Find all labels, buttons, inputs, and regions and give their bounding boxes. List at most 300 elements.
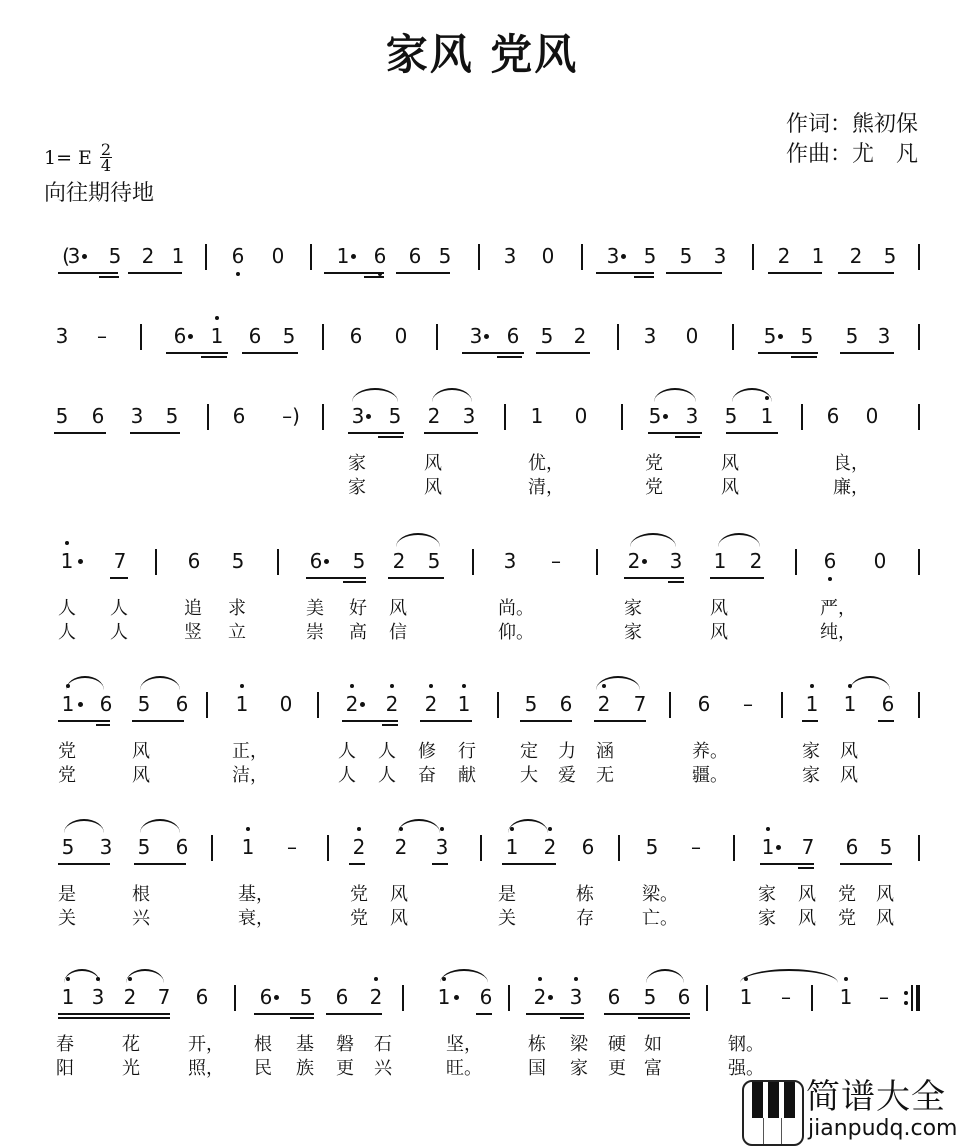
sixteenth-beam — [382, 724, 398, 726]
note: 7 — [113, 549, 127, 573]
augmentation-dot — [642, 559, 647, 564]
lyric-verse-2: 阳 — [56, 1058, 74, 1079]
note: 6 — [581, 835, 595, 859]
eighth-beam — [110, 577, 128, 579]
lyric-verse-1: 良， — [833, 453, 869, 474]
lyric-verse-2: 党 — [645, 477, 663, 498]
augmentation-dot — [274, 995, 279, 1000]
note: 2 — [391, 833, 411, 861]
augmentation-dot — [366, 414, 371, 419]
lyric-verse-1: 定 — [520, 741, 538, 762]
note: – — [691, 835, 701, 859]
note: 3 — [469, 324, 483, 348]
note: 5 — [645, 835, 659, 859]
lyric-verse-1: 风 — [389, 598, 407, 619]
lyric-verse-1: 家 — [624, 598, 642, 619]
barline — [205, 244, 207, 270]
eighth-beam — [254, 1013, 314, 1015]
note: 2 — [530, 983, 550, 1011]
lyric-verse-1: 人 — [58, 598, 76, 619]
lyric-verse-1: 修 — [418, 741, 436, 762]
note: – — [97, 324, 107, 348]
eighth-beam — [802, 720, 818, 722]
note: 2 — [342, 690, 362, 718]
note: 2 — [141, 244, 155, 268]
slur — [140, 676, 180, 690]
barline — [207, 404, 209, 430]
barline — [322, 404, 324, 430]
eighth-beam — [58, 1013, 170, 1015]
lyric-verse-2: 亡。 — [642, 908, 678, 929]
lyric-verse-2: 人 — [378, 765, 396, 786]
note: 3 — [566, 983, 586, 1011]
eighth-beam — [132, 720, 184, 722]
note: 1 — [758, 833, 778, 861]
sixteenth-beam — [638, 1017, 690, 1019]
note: 6 — [91, 404, 105, 428]
lyric-verse-2: 家 — [348, 477, 366, 498]
lyric-verse-1: 正， — [232, 741, 268, 762]
eighth-beam — [726, 432, 778, 434]
eighth-beam — [878, 720, 894, 722]
eighth-beam — [58, 720, 110, 722]
barline — [480, 835, 482, 861]
lyric-verse-2: 民 — [254, 1058, 272, 1079]
barline — [478, 244, 480, 270]
note: 5 — [55, 404, 69, 428]
note: 6 — [677, 985, 691, 1009]
barline — [211, 835, 213, 861]
lyric-verse-2: 清， — [528, 477, 564, 498]
lyric-verse-2: 兴 — [132, 908, 150, 929]
note: 6 — [259, 985, 273, 1009]
note: 6 — [370, 242, 390, 270]
note: 3 — [503, 244, 517, 268]
key-label: 1= E — [44, 146, 92, 169]
lyric-verse-2: 人 — [338, 765, 356, 786]
lyric-verse-2: 更 — [336, 1058, 354, 1079]
barline — [596, 549, 598, 575]
barline — [140, 324, 142, 350]
lyric-verse-2: 竖 — [184, 622, 202, 643]
note: 5 — [643, 985, 657, 1009]
note: 2 — [749, 549, 763, 573]
lyric-verse-1: 人 — [338, 741, 356, 762]
note: 6 — [607, 985, 621, 1009]
lyric-verse-1: 风 — [798, 884, 816, 905]
lyric-verse-1: 风 — [424, 453, 442, 474]
note: 1 — [238, 833, 258, 861]
barline — [706, 985, 708, 1011]
lyric-verse-2: 仰。 — [498, 622, 534, 643]
note: – — [287, 835, 297, 859]
eighth-beam — [342, 720, 398, 722]
note: 2 — [421, 690, 441, 718]
time-numerator: 2 — [100, 140, 112, 159]
note: 5 — [438, 244, 452, 268]
lyric-verse-1: 风 — [721, 453, 739, 474]
lyric-verse-2: 光 — [122, 1058, 140, 1079]
lyric-verse-2: 存 — [576, 908, 594, 929]
note: 0 — [541, 244, 555, 268]
sixteenth-beam — [791, 356, 817, 358]
eighth-beam — [768, 272, 822, 274]
slur — [740, 969, 838, 983]
lyric-verse-2: 党 — [58, 765, 76, 786]
lyric-verse-1: 行 — [458, 741, 476, 762]
slur — [508, 819, 548, 833]
lyric-verse-1: 根 — [132, 884, 150, 905]
lyric-verse-1: 美 — [306, 598, 324, 619]
note: 5 — [540, 324, 554, 348]
barline — [317, 692, 319, 718]
composer: 作曲：尤 凡 — [785, 142, 918, 167]
slur — [850, 676, 890, 690]
lyric-verse-1: 硬 — [608, 1034, 626, 1055]
watermark-logo — [742, 1078, 964, 1145]
lyric-verse-1: 家 — [802, 741, 820, 762]
slur — [126, 969, 164, 983]
note: 3 — [643, 324, 657, 348]
lyric-verse-1: 坚， — [446, 1034, 482, 1055]
eighth-beam — [526, 1013, 584, 1015]
barline — [918, 692, 920, 718]
slur — [596, 676, 640, 690]
augmentation-dot — [548, 995, 553, 1000]
note: 2 — [120, 983, 140, 1011]
note: 1 — [58, 983, 78, 1011]
barline — [310, 244, 312, 270]
note: 5 — [352, 549, 366, 573]
lyric-verse-1: 好 — [349, 598, 367, 619]
key-signature — [44, 142, 112, 173]
note: 0 — [685, 324, 699, 348]
eighth-beam — [476, 1013, 492, 1015]
sixteenth-beam — [290, 1017, 314, 1019]
lyric-verse-1: 开， — [188, 1034, 224, 1055]
barline — [497, 692, 499, 718]
note: 1 — [713, 549, 727, 573]
sixteenth-beam — [675, 436, 700, 438]
lyric-verse-1: 风 — [710, 598, 728, 619]
eighth-beam — [349, 863, 365, 865]
note: 6 — [697, 692, 711, 716]
note: 2 — [392, 549, 406, 573]
lyric-verse-1: 力 — [558, 741, 576, 762]
note: 6 — [175, 692, 189, 716]
lyric-verse-2: 家 — [802, 765, 820, 786]
lyric-verse-1: 求 — [228, 598, 246, 619]
lyric-verse-2: 旺。 — [446, 1058, 482, 1079]
lyric-verse-2: 党 — [838, 908, 856, 929]
note: 2 — [849, 244, 863, 268]
lyric-verse-1: 风 — [390, 884, 408, 905]
barline — [669, 692, 671, 718]
note: 7 — [633, 692, 647, 716]
eighth-beam — [520, 720, 572, 722]
lyric-verse-2: 立 — [228, 622, 246, 643]
lyric-verse-2: 族 — [296, 1058, 314, 1079]
eighth-beam — [348, 432, 404, 434]
lyric-verse-2: 人 — [58, 622, 76, 643]
lyric-verse-2: 照， — [188, 1058, 224, 1079]
eighth-beam — [324, 272, 384, 274]
lyric-verse-2: 疆。 — [692, 765, 728, 786]
augmentation-dot — [621, 254, 626, 259]
barline — [155, 549, 157, 575]
note: 6 — [173, 324, 187, 348]
eighth-beam — [424, 432, 478, 434]
lyric-verse-1: 人 — [110, 598, 128, 619]
eighth-beam — [594, 720, 646, 722]
augmentation-dot — [776, 845, 781, 850]
note: 0 — [394, 324, 408, 348]
slur — [66, 676, 104, 690]
note: 3 — [503, 549, 517, 573]
sixteenth-beam — [560, 1017, 584, 1019]
lyric-verse-2: 无 — [596, 765, 614, 786]
note: 2 — [349, 833, 369, 861]
augmentation-dot — [484, 334, 489, 339]
eighth-beam — [58, 863, 110, 865]
lyric-verse-1: 养。 — [692, 741, 728, 762]
lyric-verse-2: 风 — [798, 908, 816, 929]
note: – — [551, 549, 561, 573]
barline — [918, 835, 920, 861]
note: 1 — [502, 833, 522, 861]
note: 3 — [130, 404, 144, 428]
barline — [234, 985, 236, 1011]
note: 1 — [58, 690, 78, 718]
piano-icon — [742, 1080, 804, 1146]
sixteenth-beam — [343, 581, 366, 583]
note: 0 — [271, 244, 285, 268]
lyric-verse-2: 党 — [350, 908, 368, 929]
lyric-verse-1: 党 — [838, 884, 856, 905]
lyric-verse-2: 人 — [110, 622, 128, 643]
note: 5 — [299, 985, 313, 1009]
eighth-beam — [326, 1013, 382, 1015]
note: – — [781, 985, 791, 1009]
barline — [811, 985, 813, 1011]
lyric-verse-2: 家 — [624, 622, 642, 643]
eighth-beam — [462, 352, 524, 354]
lyric-verse-2: 风 — [424, 477, 442, 498]
note: 5 — [643, 244, 657, 268]
barline — [581, 244, 583, 270]
note: 3 — [351, 404, 365, 428]
augmentation-dot — [454, 995, 459, 1000]
barline — [206, 692, 208, 718]
eighth-beam — [604, 1013, 690, 1015]
slur — [64, 969, 100, 983]
note: 0 — [865, 404, 879, 428]
note: 3 — [67, 244, 81, 268]
slur — [654, 388, 696, 402]
note: 3 — [55, 324, 69, 348]
slur — [630, 533, 676, 547]
barline — [504, 404, 506, 430]
lyric-verse-1: 是 — [58, 884, 76, 905]
lyric-verse-1: 是 — [498, 884, 516, 905]
note: 5 — [883, 244, 897, 268]
lyric-verse-1: 基， — [238, 884, 274, 905]
barline — [918, 244, 920, 270]
note: 1 — [811, 244, 825, 268]
lyric-verse-1: 花 — [122, 1034, 140, 1055]
note: 3 — [99, 835, 113, 859]
note: 3 — [88, 983, 108, 1011]
note: 0 — [279, 692, 293, 716]
eighth-beam — [306, 577, 366, 579]
lyric-verse-2: 崇 — [306, 622, 324, 643]
song-title: 家风 党风 — [385, 30, 579, 79]
sixteenth-beam — [364, 276, 384, 278]
lyric-verse-1: 如 — [644, 1034, 662, 1055]
eighth-beam — [666, 272, 722, 274]
note: ( — [62, 244, 70, 268]
note: 5 — [800, 324, 814, 348]
note: 2 — [573, 324, 587, 348]
eighth-beam — [432, 863, 448, 865]
lyric-verse-2: 衰， — [238, 908, 274, 929]
lyric-verse-1: 家 — [348, 453, 366, 474]
note: 5 — [679, 244, 693, 268]
lyric-verse-2: 献 — [458, 765, 476, 786]
eighth-beam — [536, 352, 590, 354]
barline — [733, 835, 735, 861]
eighth-beam — [710, 577, 764, 579]
note: 3 — [669, 549, 683, 573]
lyric-verse-2: 奋 — [418, 765, 436, 786]
slur — [352, 388, 398, 402]
note: 2 — [540, 833, 560, 861]
note: 1 — [840, 690, 860, 718]
note: 5 — [137, 835, 151, 859]
lyric-verse-2: 关 — [498, 908, 516, 929]
note: 1 — [232, 690, 252, 718]
barline — [322, 324, 324, 350]
sixteenth-beam — [378, 436, 403, 438]
lyric-verse-2: 爱 — [558, 765, 576, 786]
eighth-beam — [166, 352, 228, 354]
barline — [795, 549, 797, 575]
augmentation-dot — [360, 702, 365, 707]
eighth-beam — [420, 720, 472, 722]
note: 1 — [57, 547, 77, 575]
barline — [508, 985, 510, 1011]
lyric-verse-1: 党 — [350, 884, 368, 905]
note: 2 — [382, 690, 402, 718]
lyric-verse-1: 基 — [296, 1034, 314, 1055]
note: 6 — [232, 404, 246, 428]
note: 6 — [99, 692, 113, 716]
lyric-verse-1: 党 — [645, 453, 663, 474]
lyricist: 作词：熊初保 — [785, 112, 918, 137]
note: 1 — [434, 983, 454, 1011]
note: 5 — [763, 324, 777, 348]
note: –) — [282, 404, 300, 428]
slur — [432, 388, 472, 402]
note: 1 — [757, 402, 777, 430]
note: – — [879, 985, 889, 1009]
lyric-verse-1: 风 — [876, 884, 894, 905]
note: 2 — [777, 244, 791, 268]
augmentation-dot — [778, 334, 783, 339]
eighth-beam — [54, 432, 106, 434]
note: 1 — [802, 690, 822, 718]
eighth-beam — [840, 863, 892, 865]
note: 1 — [736, 983, 756, 1011]
lyric-verse-2: 风 — [710, 622, 728, 643]
barline — [621, 404, 623, 430]
note: 5 — [108, 244, 122, 268]
eighth-beam — [840, 352, 894, 354]
eighth-beam — [758, 352, 818, 354]
eighth-beam — [388, 577, 444, 579]
barline — [277, 549, 279, 575]
note: 1 — [207, 322, 227, 350]
note: 5 — [137, 692, 151, 716]
augmentation-dot — [188, 334, 193, 339]
note: 5 — [165, 404, 179, 428]
slur — [64, 819, 104, 833]
note: 5 — [845, 324, 859, 348]
lyric-verse-2: 富 — [644, 1058, 662, 1079]
time-signature — [100, 142, 112, 173]
barline — [918, 549, 920, 575]
barline — [472, 549, 474, 575]
lyric-verse-2: 强。 — [728, 1058, 764, 1079]
lyric-verse-2: 大 — [520, 765, 538, 786]
note: 5 — [427, 549, 441, 573]
eighth-beam — [128, 272, 182, 274]
eighth-beam — [130, 432, 180, 434]
note: 7 — [157, 985, 171, 1009]
lyric-verse-1: 石 — [374, 1034, 392, 1055]
note: 6 — [195, 985, 209, 1009]
lyric-verse-2: 风 — [840, 765, 858, 786]
time-denominator: 4 — [100, 156, 112, 175]
augmentation-dot — [663, 414, 668, 419]
lyric-verse-1: 严， — [820, 598, 856, 619]
eighth-beam — [624, 577, 684, 579]
sixteenth-beam — [497, 356, 522, 358]
note: 3 — [685, 404, 699, 428]
note: 5 — [724, 404, 738, 428]
watermark-cn: 简谱大全 — [806, 1077, 946, 1117]
note: 6 — [228, 242, 248, 270]
note: 5 — [61, 835, 75, 859]
note: 6 — [559, 692, 573, 716]
lyric-verse-1: 优， — [528, 453, 564, 474]
lyric-verse-2: 更 — [608, 1058, 626, 1079]
note: 1 — [336, 244, 350, 268]
note: – — [743, 692, 753, 716]
slur — [732, 388, 772, 402]
note: 5 — [879, 835, 893, 859]
sixteenth-beam — [99, 276, 119, 278]
lyric-verse-1: 家 — [758, 884, 776, 905]
note: 6 — [175, 835, 189, 859]
lyric-verse-1: 钢。 — [728, 1034, 764, 1055]
note: 3 — [462, 404, 476, 428]
lyric-verse-2: 纯， — [820, 622, 856, 643]
lyric-verse-1: 风 — [840, 741, 858, 762]
augmentation-dot — [324, 559, 329, 564]
sixteenth-beam — [96, 724, 110, 726]
lyric-verse-1: 风 — [132, 741, 150, 762]
